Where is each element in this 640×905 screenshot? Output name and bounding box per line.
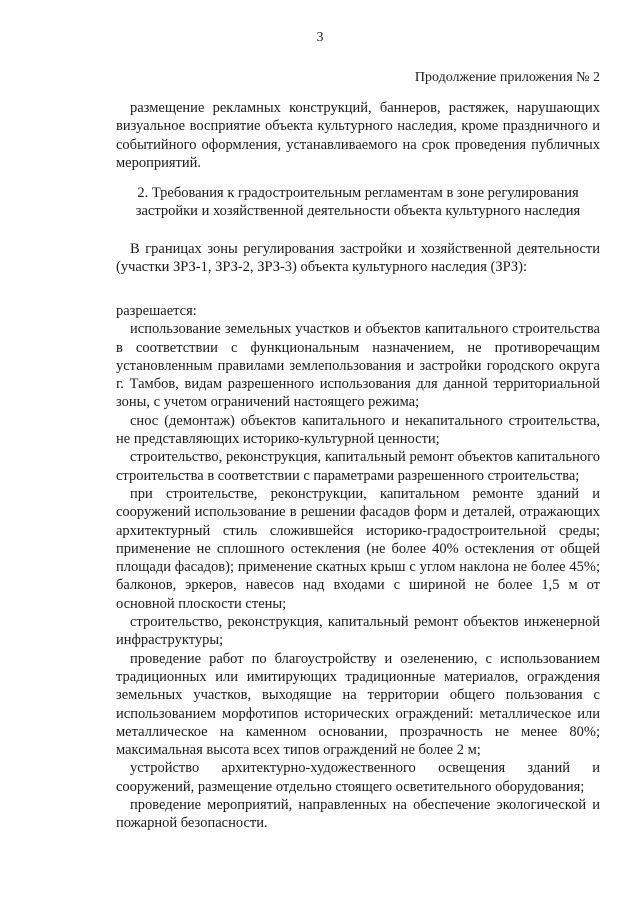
zone-paragraph: В границах зоны регулирования застройки и хозяйственной деятельности (участки ЗРЗ-1, ЗРЗ-2, ЗРЗ-3) объекта культурного наследия (ЗРЗ): [116, 241, 600, 276]
list-item: строительство, реконструкция, капитальный ремонт объектов инженерной инфраструктуры; [116, 614, 600, 649]
list-item: при строительстве, реконструкции, капитальном ремонте зданий и сооружений использование в решении фасадов форм и деталей, отражающих архитектурный стиль сложившейся историко-градостроительной среды; применение не сплошного остекления (не более 40% остекления от общей площади фасадов); применение скатных крыш с углом наклона не более 45%; балконов, эркеров, навесов над входами с шириной не более 1,5 м от основной плоскости стены; [116, 485, 600, 612]
list-item: проведение мероприятий, направленных на обеспечение экологической и пожарной безопасности. [116, 797, 600, 832]
zone-block [116, 240, 600, 277]
appendix-continuation-note: Продолжение приложения № 2 [414, 70, 600, 85]
list-item: проведение работ по благоустройству и озеленению, с использованием традиционных или имитирующих традиционные материалов, ограждения земельных участков, выходящие на территории общего пользования с использованием морфотипов исторических ограждений: металлическое или металлическое на каменном основании, прозрачность не менее 80%; максимальная высота всех типов ограждений не более 2 м; [116, 650, 600, 759]
allowed-label: разрешается: [116, 303, 197, 319]
intro-paragraph: размещение рекламных конструкций, баннеров, растяжек, нарушающих визуальное восприятие объекта культурного наследия, кроме праздничного и событийного оформления, устанавливаемого на срок проведения публичных мероприятий. [116, 100, 600, 171]
intro-block [116, 99, 600, 172]
section-heading [116, 184, 600, 220]
page-number: 3 [316, 30, 324, 45]
list-item: использование земельных участков и объектов капитального строительства в соответствии с функциональным назначением, не противоречащим установленным правилами землепользования и застройки городского округа г. Тамбов, видам разрешенного использования для данной территориальной зоны, с учетом ограничений настоящего режима; [116, 321, 600, 411]
section-heading-line-1: 2. Требования к градостроительным регламентам в зоне регулирования [137, 185, 579, 201]
section-heading-line-2: застройки и хозяйственной деятельности объекта культурного наследия [135, 203, 581, 219]
list-item: устройство архитектурно-художественного освещения зданий и сооружений, размещение отдельно стоящего осветительного оборудования; [116, 760, 600, 795]
allowed-list [116, 302, 600, 833]
list-item: строительство, реконструкция, капитальный ремонт объектов капитального строительства в соответствии с параметрами разрешенного строительства; [116, 449, 600, 484]
list-item: снос (демонтаж) объектов капитального и некапитального строительства, не представляющих историко-культурной ценности; [116, 412, 600, 448]
